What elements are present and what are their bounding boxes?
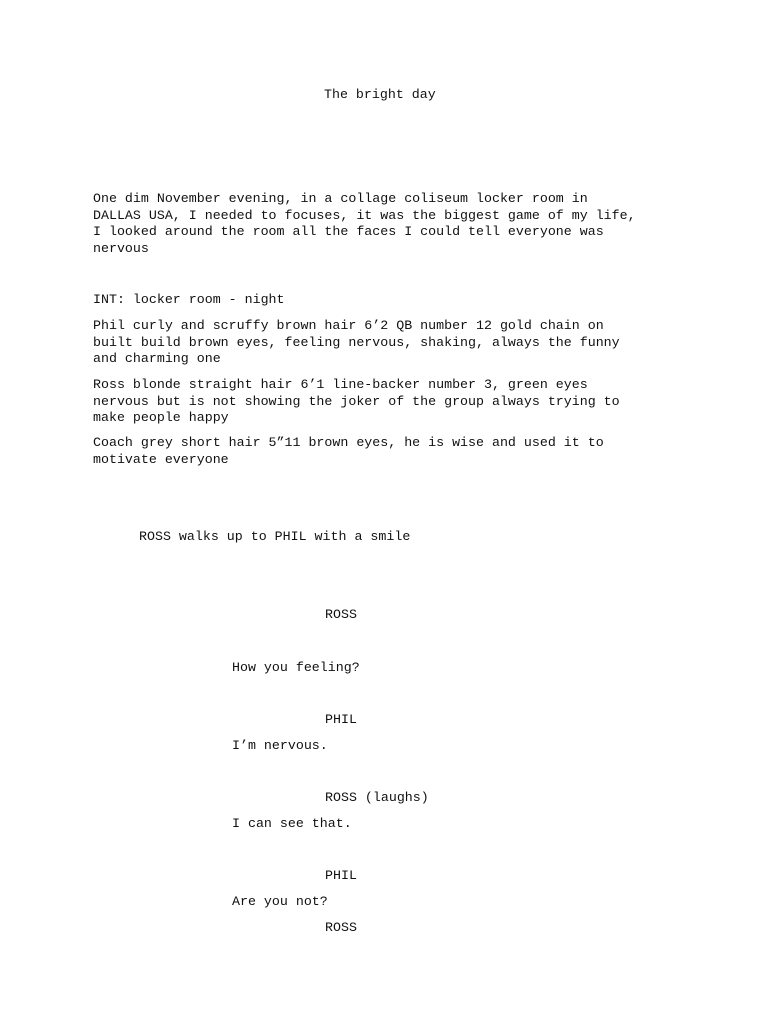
action-line: ROSS walks up to PHIL with a smile (139, 529, 411, 544)
character-cue: PHIL (325, 712, 357, 727)
dialogue-line: I’m nervous. (232, 738, 328, 753)
character-cue: ROSS (325, 920, 357, 935)
description-line: Coach grey short hair 5”11 brown eyes, he is wise and used it to (93, 435, 604, 450)
character-description-phil (93, 318, 683, 368)
description-line: make people happy (93, 410, 229, 425)
intro-line: I looked around the room all the faces I could tell everyone was (93, 224, 604, 239)
character-cue: ROSS (laughs) (325, 790, 429, 805)
description-line: nervous but is not showing the joker of the group always trying to (93, 393, 620, 409)
description-line: Ross blonde straight hair 6’1 line-backer number 3, green eyes (93, 377, 588, 392)
intro-paragraph (93, 191, 683, 257)
intro-line: nervous (93, 240, 149, 256)
script-title: The bright day (324, 87, 436, 102)
character-description-coach (93, 435, 683, 468)
dialogue-line: I can see that. (232, 816, 352, 831)
scene-heading: INT: locker room - night (93, 292, 285, 307)
dialogue-line: Are you not? (232, 894, 328, 909)
character-cue: ROSS (325, 607, 357, 622)
dialogue-line: How you feeling? (232, 660, 360, 675)
description-line: motivate everyone (93, 451, 229, 467)
character-cue: PHIL (325, 868, 357, 883)
intro-line: DALLAS USA, I needed to focuses, it was the biggest game of my life, (93, 207, 636, 223)
description-line: Phil curly and scruffy brown hair 6’2 QB number 12 gold chain on (93, 318, 604, 333)
character-description-ross (93, 377, 683, 427)
description-line: built build brown eyes, feeling nervous, shaking, always the funny (93, 334, 620, 350)
intro-line: One dim November evening, in a collage coliseum locker room in (93, 191, 588, 206)
description-line: and charming one (93, 351, 221, 366)
